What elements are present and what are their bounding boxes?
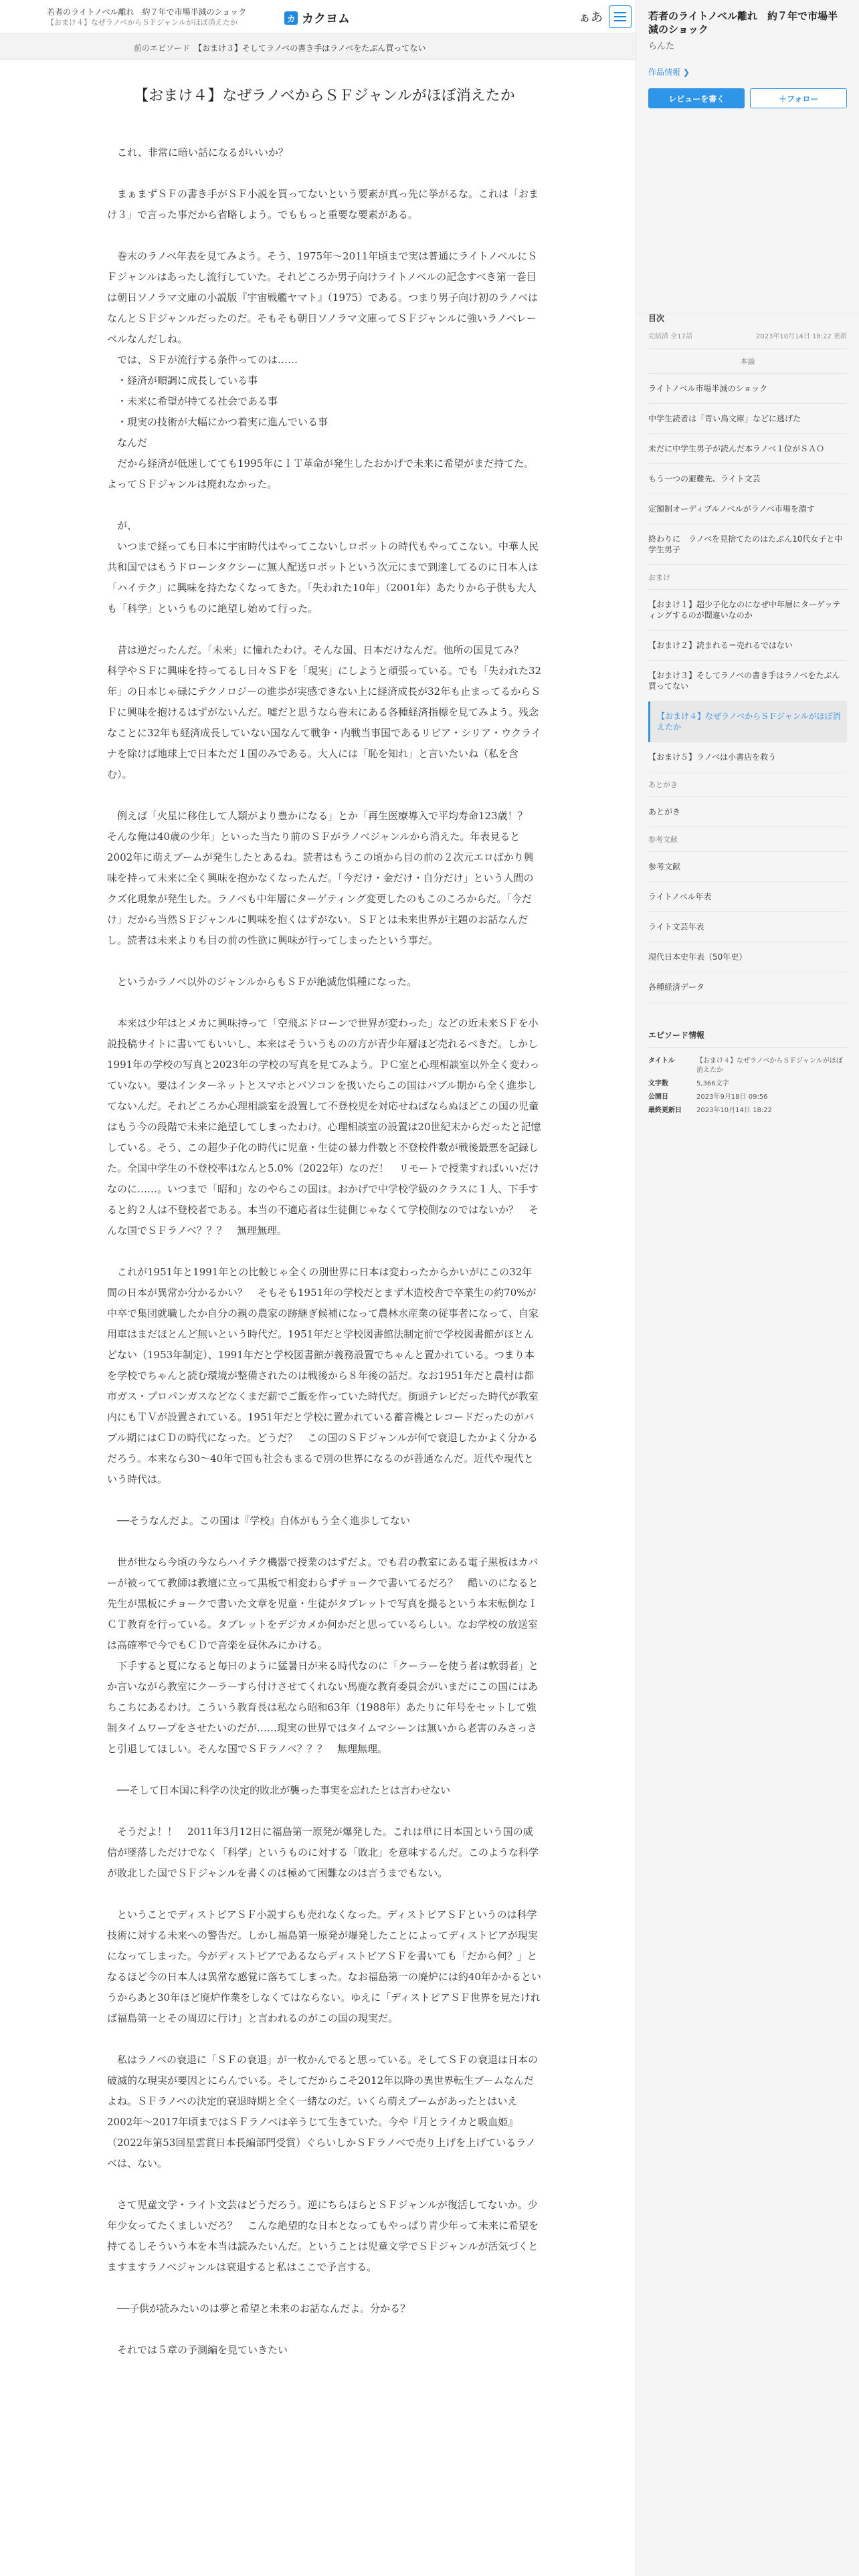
toc-label: 目次 [648, 314, 665, 323]
toc-section-label: おまけ [648, 565, 847, 590]
article-paragraph [107, 1241, 542, 1262]
toc-meta [648, 330, 847, 349]
follow-button[interactable]: ＋フォロー [750, 88, 847, 108]
episode-info-key: 文字数 [648, 1080, 668, 1087]
toc-episode-link[interactable]: 各種経済データ [648, 972, 847, 1002]
article-paragraph: では、ＳＦが流行する条件ってのは…… [107, 354, 298, 366]
episode-info-row [648, 1091, 847, 1104]
article-paragraph [107, 1531, 542, 1552]
article-paragraph: ──子供が読みたいのは夢と希望と未来のお話なんだよ。分かる？ [107, 2302, 411, 2315]
toc-episode-link[interactable]: 参考文献 [648, 852, 847, 882]
episode-info-row [648, 1055, 847, 1077]
article-paragraph [107, 2319, 542, 2340]
prev-episode-link[interactable]: 前のエピソード [134, 43, 191, 53]
toc-episode-link[interactable]: 現代日本史年表（50年史） [648, 942, 847, 972]
article-paragraph [107, 1490, 542, 1511]
toc-episode-link[interactable]: ライトノベル市場半減のショック [648, 374, 847, 404]
episode-info [636, 1029, 859, 1117]
sidebar [636, 0, 859, 2576]
toc-episode-link[interactable]: ライトノベル年表 [648, 882, 847, 912]
toc-updated: 2023年10月14日 18:22 更新 [755, 333, 847, 340]
episode-info-table [648, 1055, 847, 1117]
article-paragraph [107, 495, 542, 516]
episode-info-key: タイトル [648, 1057, 675, 1065]
toc-episode-link[interactable]: ライト文芸年表 [648, 912, 847, 942]
toc-episode-link[interactable]: 中学生読者は「青い鳥文庫」などに逃げた [648, 404, 847, 434]
article-paragraph [107, 225, 542, 246]
article-paragraph [107, 1884, 542, 1905]
article-paragraph: そうだよ！！ 2011年3月12日に福島第一原発が爆発した。これは単に日本国という国の威信が墜落しただけでなく「科学」というものに対する「敗北」を意味するんだ。このような科学が敗北した国でＳＦジャンルを書くのは極めて困難なのは言うまでもない。 [107, 1826, 539, 1879]
top-header [0, 0, 636, 33]
article-paragraph [107, 2278, 542, 2298]
toc-episode-link[interactable]: 未だに中学生男子が読んだ本ラノベ１位がＳＡＯ [648, 434, 847, 464]
episode-title: 【おまけ４】なぜラノベからＳＦジャンルがほぼ消えたか [134, 88, 515, 104]
hamburger-menu-icon[interactable] [609, 5, 632, 28]
article-paragraph [107, 619, 542, 640]
work-summary [636, 0, 859, 314]
work-info-link-label: 作品情報 [648, 68, 681, 77]
toc-episode-link[interactable]: もう一つの避難先、ライト文芸 [648, 464, 847, 494]
article-paragraph: 本来は少年はとメカに興味持って「空飛ぶドローンで世界が変わった」などの近未来ＳＦを小説投稿サイトに書いてもいいし、本来はそういうものの方が青少年層ほど売れるべきだ。しかし1991年の学校の写真と2023年の学校の写真を見てみよう。ＰＣ室と心理相談室以外全く変わっていない。要はインターネットとスマホとパソコンを扱いたらこの国はバブル期から全く進歩してないんだ。それどころか心理相談室を設置して不登校児を対応せねばならぬほどこの国の児童はもう今の段階で未来に絶望してしまったわけ。心理相談室の設置は20世紀末からだったと記憶している。そう、この超少子化の時代に児童・生徒の暴力件数と不登校件数が戦後最悪を記録した。全国中学生の不登校率はなんと5.0%（2022年）なのだ！ リモートで授業すればいいだけなのに……。いつまで「昭和」なのやらこの国は。おかげで中学校学級のクラスに１人、下手すると約２人は不登校者である。本当の不適応者は生徒側じゃなくて学校側なのではないか？ そんな国でＳＦラノベ？？？ 無理無理。 [107, 1017, 541, 1237]
article-paragraph: これ、非常に暗い話になるがいいか？ [107, 146, 288, 158]
write-review-button[interactable]: レビューを書く [648, 88, 745, 108]
toc-section-label: あとがき [648, 772, 847, 797]
breadcrumb [47, 7, 246, 28]
toc-episode-current[interactable]: 【おまけ４】なぜラノベからＳＦジャンルがほぼ消えたか [648, 702, 847, 742]
kakuyomu-logo-icon: カ [284, 11, 298, 25]
article-paragraph: なんだ [107, 437, 148, 449]
toc-episode-link[interactable]: 定額制オーディブルノベルがラノベ市場を潰す [648, 494, 847, 524]
sidebar-work-title[interactable]: 若者のライトノベル離れ 約７年で市場半減のショック [648, 10, 838, 35]
episode-info-key: 公開日 [648, 1093, 668, 1101]
article-paragraph: それでは５章の予測編を見ていきたい [107, 2344, 288, 2356]
article-paragraph [107, 785, 542, 806]
article-paragraph: 巻末のラノベ年表を見てみよう。そう、1975年〜2011年頃まで実は普通にライトノベルにＳＦジャンルはあったし流行していた。それどころか男子向けライトノベルの記念すべき第一巻目は朝日ソノラマ文庫の小説版『宇宙戦艦ヤマト』（1975）である。つまり男子向け初のラノベはなんとＳＦジャンルだったのだ。そもそも朝日ソノラマ文庫ってＳＦジャンルに強いラノベレーベルなんだしね。 [107, 250, 539, 345]
episode-info-value: 2023年9月18日 09:56 [696, 1093, 768, 1101]
article-paragraph [107, 2029, 542, 2050]
episode-info-row [648, 1104, 847, 1117]
article-paragraph: いつまで経っても日本に宇宙時代はやってこないしロボットの時代もやってこない。中華人民共和国ではもうドローンタクシーに無人配送ロボットという次元にまで到達してるのに日本人は「ハイテク」に興味を持たなくなってきた。「失われた10年」（2001年）あたりから子供も大人も「科学」というものに絶望し始めて行った。 [107, 540, 539, 615]
article-paragraph: 下手すると夏になると毎日のように猛暑日が来る時代なのに「クーラーを使う者は軟弱者」とか言いながら教室にクーラーすら付けさせてくれない馬鹿な教育委員会がいまだにこの国にはあちこちにあるわけ。こういう教育長は私なら昭和63年（1988年）あたりに年号をセットして強制タイムワープをさせたいのだが……現実の世界ではタイムマシーンは無いから老害のみさっさと引退してほしい。そんな国でＳＦラノベ？？？ 無理無理。 [107, 1660, 539, 1755]
breadcrumb-work-title[interactable]: 若者のライトノベル離れ 約７年で市場半減のショック [47, 7, 247, 17]
article-paragraph: ──そうなんだよ。この国は『学校』自体がもう全く進歩してない [107, 1515, 411, 1527]
episode-body [107, 142, 542, 2361]
article-paragraph: ということでディストピアＳＦ小説すらも売れなくなった。ディストピアＳＦというのは科学技術に対する未来への警告だ。しかし福島第一原発が爆発したことによってディストピアが現実になってしまった。今がディストピアであるならディストピアＳＦを書いても「だから何？」となるほど今の日本人は異常な感覚に落ちてしまった。なお福島第一の廃炉には約40年かかるというからあと30年ほど廃炉作業をしなくてはならない。ゆえに「ディストピアＳＦ世界を見たければ福島第一とその周辺に行け」と言われるのがこの国の現実だ。 [107, 1909, 541, 2024]
episode-info-key: 最終更新日 [648, 1107, 682, 1114]
sidebar-author[interactable]: らんた [648, 41, 675, 51]
episode-info-row [648, 1077, 847, 1091]
article-paragraph: 昔は逆だったんだ。「未来」に憧れたわけ。そんな国、日本だけなんだ。他所の国見てみ？ 科学やＳＦに興味を持ってるし日々ＳＦを「現実」にしようと頑張っている。でも「失われた32年」の日本じゃ碌にテクノロジーの進歩が実感できない上に経済成長が32年も止まってるからＳＦに興味を抱けるはずがないんだ。嘘だと思うなら巻末にある各種経済指標を見てみよう。残念なことに32年も経済成長していない国なんて戦争・内戦当事国であるリビア・シリア・ウクライナを除けば地球上で日本ただ１国のみである。大人には「恥を知れ」と言いたいね（私を含む）。 [107, 644, 542, 780]
article-paragraph [107, 2174, 542, 2195]
text-size-button[interactable]: ぁあ [579, 11, 603, 25]
toc-count: 完結済 全17話 [648, 333, 692, 340]
action-buttons [648, 88, 847, 108]
toc-section-label: 参考文献 [648, 827, 847, 852]
article-paragraph: 世が世なら今頃の今ならハイテク機器で授業のはずだよ。でも君の教室にある電子黒板はカバーが被ってて教師は教壇に立って黒板で相変わらずチョークで書いてるだろ？ 酷いのになると先生が黒板にチョークで書いた文章を児童・生徒がタブレットで写真を撮るという本末転倒なＩＣＴ教育を行っている。タブレットをデジカメか何かだと思っているらしい。なお学校の放送室は高確率で今でもＣＤで音楽を昼休みにかける。 [107, 1556, 539, 1651]
article-paragraph [107, 992, 542, 1013]
article-paragraph: ・未来に希望が持てる社会である事 [107, 395, 278, 407]
toc-episode-link[interactable]: 【おまけ５】ラノベは小書店を救う [648, 742, 847, 772]
episode-article [107, 60, 542, 2361]
article-paragraph: ・現実の技術が大幅にかつ着実に進んでいる事 [107, 416, 328, 428]
article-paragraph [107, 951, 542, 972]
toc-list [648, 349, 847, 1002]
article-paragraph: 私はラノベの衰退に「ＳＦの衰退」が一枚かんでると思っている。そしてＳＦの衰退は日本の破滅的な現実が要因とにらんでいる。そしてだからこそ2012年以降の異世界転生ブームなんだよね。ＳＦラノベの決定的衰退時期と全く一緒なのだ。いくら萌えブームがあったとはいえ2002年〜2017年頃まではＳＦラノベは辛うじて生きていた。今や『月とライカと吸血姫』（2022年第53回星雲賞日本長編部門受賞）ぐらいしかＳＦラノベで売り上げを上げているラノベは、ない。 [107, 2054, 538, 2169]
article-paragraph: が、 [107, 520, 138, 532]
article-paragraph: というかラノベ以外のジャンルからもＳＦが絶滅危惧種になった。 [107, 976, 417, 988]
episode-info-label: エピソード情報 [648, 1029, 847, 1048]
article-paragraph: さて児童文学・ライト文芸はどうだろう。逆にちらほらとＳＦジャンルが復活してないか。少年少女ってたくましいだろ？ こんな絶望的な日本となってもやっぱり青少年って未来に希望を持てるしそういう本を本当は読みたいんだ。ということは児童文学でＳＦジャンルが活気づくとますますラノベジャンルは衰退すると私はここで予言する。 [107, 2199, 539, 2273]
article-paragraph: ・経済が順調に成長している事 [107, 374, 258, 387]
article-paragraph: 例えば「火星に移住して人類がより豊かになる」とか「再生医療導入で平均寿命123歳！？ そんな俺は40歳の少年」といった当たり前のＳＦがラノベジャンルから消えた。年表見ると2002年に萌えブームが発生したとあるね。読者はもうこの頃から目の前の２次元エロばかり興味を持って未来に全く興味を抱かなくなったんだ。「今だけ・金だけ・自分だけ」という人間のクズ化現象が発生した。ラノベも中年層にターゲティング変更したのもこのころからだ。「今だけ」だから当然ＳＦジャンルに興味を抱くはずがない。ＳＦとは未来世界が主題のお話なんだし。読者は未来よりも目の前の性欲に興味が行ってしまったという事だ。 [107, 810, 538, 946]
breadcrumb-episode-title: 【おまけ４】なぜラノベからＳＦジャンルがほぼ消えたか [47, 18, 237, 27]
article-paragraph [107, 1801, 542, 1822]
site-logo[interactable] [284, 9, 350, 27]
episode-nav [0, 33, 636, 60]
toc-header [648, 312, 847, 349]
article-paragraph: ──そして日本国に科学の決定的敗北が襲った事実を忘れたとは言わせない [107, 1784, 451, 1796]
episode-info-value: 5,366文字 [696, 1080, 729, 1087]
chevron-right-icon: ❯ [682, 68, 690, 77]
site-logo-text: カクヨム [302, 12, 350, 26]
table-of-contents [636, 312, 859, 1002]
toc-episode-link[interactable]: 【おまけ１】超少子化なのになぜ中年層にターゲッティングするのが間違いなのか [648, 590, 847, 631]
toc-episode-link[interactable]: 【おまけ３】そしてラノベの書き手はラノベをたぶん買ってない [648, 661, 847, 702]
article-paragraph: これが1951年と1991年との比較じゃ全くの別世界に日本は変わったからかいがにこの32年間の日本が異常か分かるかい？ そもそも1951年の学校だとまず木造校舎で卒業生の約70%が中卒で集団就職したか自分の親の農家の跡継ぎ候補になって農林水産業の従事者になって、自家用車はまだほとんど無いという時代だ。1951年だと学校図書館法制定前で学校図書館がほとんどない（1953年制定）、1991年だと学校図書館が義務設置でちゃんと置かれている。つまり本を学校でちゃんと読む環境が整備されたのは戦後から８年後の話だ。なお1951年だと農村は都市ガス・プロパンガスなどなくまだ薪でご飯を作っていた時代だ。街頭テレビだった時代が教室内にもＴＶが設置されている。1951年だと学校に置かれている蓄音機とレコードだったのがバブル期にはＣＤの時代になった。どうだ？ この国のＳＦジャンルが何で衰退したかよく分かるだろう。本来なら30〜40年で国も社会もまるで別の世界になるのが普通なんだ。近代や現代という時代は。 [107, 1266, 539, 1485]
work-info-link[interactable] [648, 66, 847, 78]
article-paragraph: だから経済が低迷してても1995年にＩＴ革命が発生したおかげで未来に希望がまだ持てた。よってＳＦジャンルは廃れなかった。 [107, 457, 535, 490]
toc-section-label: 本論 [648, 349, 847, 374]
article-paragraph [107, 1759, 542, 1780]
toc-episode-link[interactable]: 【おまけ２】読まれる＝売れるではない [648, 631, 847, 661]
episode-info-value: 2023年10月14日 18:22 [696, 1107, 772, 1114]
prev-episode-title[interactable]: 【おまけ３】そしてラノベの書き手はラノベをたぶん買ってない [194, 43, 426, 53]
article-paragraph: まぁまずＳＦの書き手がＳＦ小説を買ってないという要素が真っ先に挙がるな。これは「おまけ３」で言った事だから省略しよう。でももっと重要な要素がある。 [107, 188, 539, 221]
toc-episode-link[interactable]: あとがき [648, 797, 847, 827]
article-paragraph [107, 163, 542, 184]
episode-info-value: 【おまけ４】なぜラノベからＳＦジャンルがほぼ消えたか [696, 1057, 843, 1074]
toc-episode-link[interactable]: 終わりに ラノベを見捨てたのはたぶん10代女子と中学生男子 [648, 524, 847, 565]
